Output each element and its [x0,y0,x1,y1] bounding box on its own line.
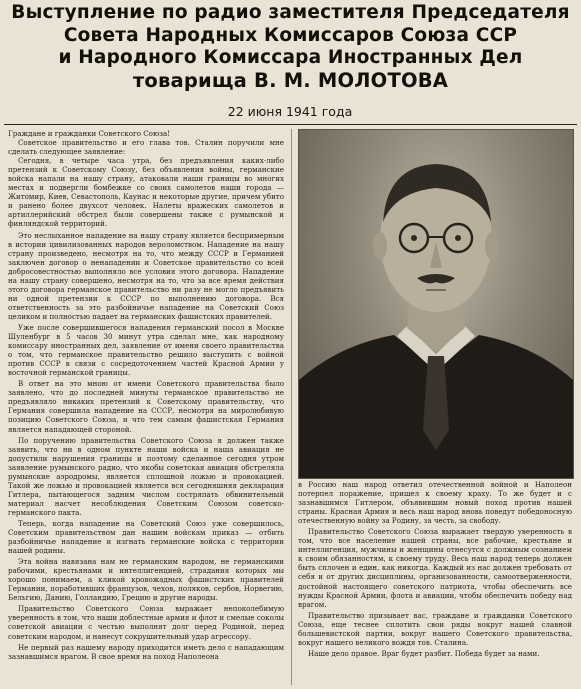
paragraph: Эта война навязана нам не германским народом, не германскими рабочими, крестьянами и интеллигенцией, страдания которых мы хорошо понимаем, а кликой кровожадных фашистских правителей Германии, поработивших французов, чехов, поляков, сербов, Норвегию, Бельгию, Данию, Голландию, Грецию и другие народы. [8,557,284,603]
header-divider [4,124,577,125]
paragraph: Правительство Советского Союза выражает непоколебимую уверенность в том, что наши доблестные армия и флот и смелые соколы советской авиации с честью выполнят долг перед Родиной, перед советским народом, и нанесут сокрушительный удар агрессору. [8,604,284,641]
paragraph: Правительство призывает вас, граждане и гражданки Советского Союза, еще теснее сплотить свои ряды вокруг нашей славной большевистской партии, вокруг нашего Советского правительства, вокруг нашего великого вождя тов. Сталина. [298,610,572,647]
right-column-text [298,480,572,684]
paragraph: Это неслыханное нападение на нашу страну является беспримерным в истории цивилизованных народов вероломством. Нападение на нашу страну произведено, несмотря на то, что между СССР и Германией заключен договор о ненападении и Советское правительство со всей добросовестностью выполняло все условия этого договора. Нападение на нашу страну совершено, несмотря на то, что за все время действия этого договора германское правительство ни разу не могло предъявить ни одной претензии к СССР по выполнению договора. Вся ответственность за это разбойничье нападение на Советский Союз целиком и полностью падает на германских фашистских правителей. [8,230,284,321]
paragraph: Теперь, когда нападение на Советский Союз уже совершилось, Советским правительством дан нашим войскам приказ — отбить разбойничье нападение и изгнать германские войска с территории нашей родины. [8,518,284,556]
headline-line-2: Совета Народных Комиссаров Союза ССР [63,24,518,46]
column-divider [291,129,292,685]
left-column-text [8,129,284,683]
headline-line-1: Выступление по радио заместителя Председателя [11,2,570,23]
paragraph: В ответ на это мною от имени Советского правительства было заявлено, что до последней минуты германское правительство не предъявляло никаких претензий к Советскому правительству, что Германия совершила нападение на СССР, несмотря на миролюбивую позицию Советского Союза, и что тем самым фашистская Германия является нападающей стороной. [8,379,284,434]
paragraph: Наше дело правое. Враг будет разбит. Победа будет за нами. [308,648,540,658]
publication-date: 22 июня 1941 года [227,104,353,119]
headline [6,2,575,92]
paragraph: Граждане и гражданки Советского Союза! [8,129,171,138]
portrait-illustration [299,130,573,478]
paragraph: Сегодня, в четыре часа утра, без предъявления каких-либо претензий к Советскому Союзу, без объявления войны, германские войска напали на нашу страну, атаковали наши границы во многих местах и подвергли бомбежке со своих самолетов наши города — Житомир, Киев, Севастополь, Каунас и некоторые другие, причем убито и ранено более двухсот человек. Налеты вражеских самолетов и артиллерийский обстрел были совершены также с румынской и финляндской территорий. [8,156,284,229]
portrait-photo [298,129,574,479]
paragraph: Уже после совершившегося нападения германский посол в Москве Шуленбург в 5 часов 30 минут утра сделал мне, как народному комиссару иностранных дел, заявление от имени своего правительства о том, что германское правительство решило выступить с войной против СССР в связи с сосредоточением частей Красной Армии у восточной германской границы. [8,322,284,378]
paragraph: Советское правительство и его глава тов. Сталин поручили мне сделать следующее заявление: [8,138,284,157]
paragraph: в Россию наш народ ответил отечественной войной и Наполеон потерпел поражение, пришел к своему краху. То же будет и с зазнавшимся Гитлером, объявившим новый поход против нашей страны. Красная Армия и весь наш народ вновь поведут победоносную отечественную войну за Родину, за честь, за свободу. [298,480,572,526]
paragraph: Правительство Советского Союза выражает твердую уверенность в том, что все население нашей страны, все рабочие, крестьяне и интеллигенция, мужчины и женщины отнесутся с должным сознанием к своим обязанностям, к своему труду. Весь наш народ теперь должен быть сплочен и един, как никогда. Каждый из нас должен требовать от себя и от других дисциплины, организованности, самоотверженности, достойной настоящего советского патриота, чтобы обеспечить все нужды Красной Армии, флота и авиации, чтобы обеспечить победу над врагом. [298,527,572,609]
paragraph: По поручению правительства Советского Союза я должен также заявить, что ни в одном пункте наши войска и наша авиация не допустили нарушения границы и поэтому сделанное сегодня утром заявление румынского радио, что якобы советская авиация обстреляла румынские аэродромы, является сплошной ложью и провокацией. Такой же ложью и провокацией является вся сегодняшняя декларация Гитлера, пытающегося задним числом состряпать обвинительный материал насчет несоблюдения Советским Союзом советско-германского пакта. [8,435,284,517]
headline-line-4: товарища В. М. МОЛОТОВА [132,68,449,92]
headline-line-3: и Народного Комиссара Иностранных Дел [58,47,523,68]
paragraph: Не первый раз нашему народу приходится иметь дело с нападающим зазнавшимся врагом. В свое время на поход Наполеона [8,642,284,661]
